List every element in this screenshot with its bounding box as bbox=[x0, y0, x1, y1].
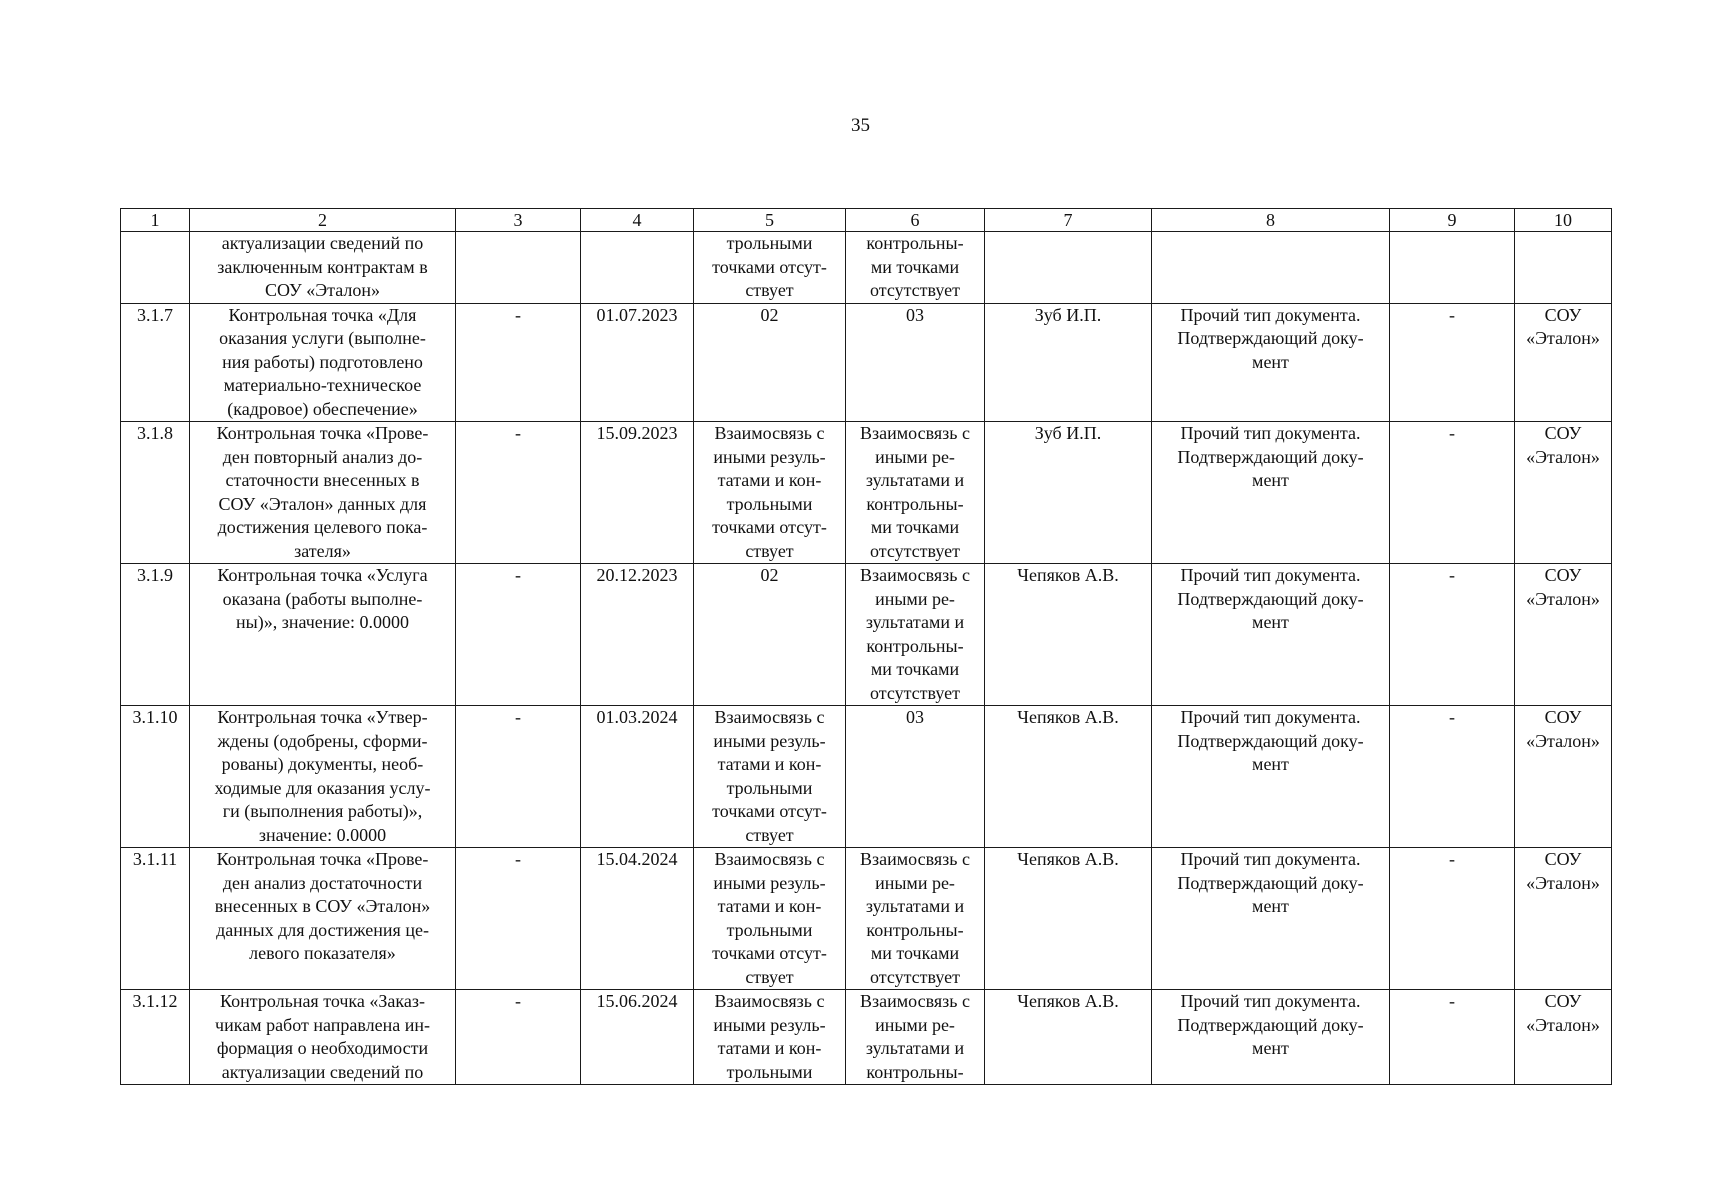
successor-cell: 03 bbox=[846, 303, 985, 422]
document-type-cell: Прочий тип документа. Подтверждающий доку- мент bbox=[1152, 990, 1390, 1085]
column-3-cell: - bbox=[456, 848, 581, 990]
table-row bbox=[121, 848, 1612, 990]
predecessor-cell: Взаимосвязь с иными резуль- татами и кон- трольными точками отсут- ствует bbox=[694, 422, 846, 564]
successor-cell: Взаимосвязь с иными ре- зультатами и контрольны- ми точками отсутствует bbox=[846, 848, 985, 990]
date-cell: 01.03.2024 bbox=[581, 706, 694, 848]
control-point-name-cell: Контрольная точка «Услуга оказана (работы выполне- ны)», значение: 0.0000 bbox=[190, 564, 456, 706]
responsible-person-cell bbox=[985, 232, 1152, 304]
table-row bbox=[121, 990, 1612, 1085]
predecessor-cell: 02 bbox=[694, 303, 846, 422]
successor-cell: 03 bbox=[846, 706, 985, 848]
date-cell: 15.09.2023 bbox=[581, 422, 694, 564]
column-number: 6 bbox=[846, 209, 985, 232]
document-type-cell: Прочий тип документа. Подтверждающий доку- мент bbox=[1152, 706, 1390, 848]
date-cell: 01.07.2023 bbox=[581, 303, 694, 422]
column-number: 10 bbox=[1515, 209, 1612, 232]
column-9-cell: - bbox=[1390, 706, 1515, 848]
column-9-cell bbox=[1390, 232, 1515, 304]
predecessor-cell: 02 bbox=[694, 564, 846, 706]
column-3-cell: - bbox=[456, 564, 581, 706]
control-points-table bbox=[120, 208, 1612, 1085]
column-number: 5 bbox=[694, 209, 846, 232]
document-type-cell: Прочий тип документа. Подтверждающий доку- мент bbox=[1152, 303, 1390, 422]
table-row bbox=[121, 303, 1612, 422]
control-point-name-cell: актуализации сведений по заключенным контрактам в СОУ «Эталон» bbox=[190, 232, 456, 304]
table-row bbox=[121, 232, 1612, 304]
information-system-cell: СОУ «Эталон» bbox=[1515, 564, 1612, 706]
information-system-cell: СОУ «Эталон» bbox=[1515, 706, 1612, 848]
table-row bbox=[121, 564, 1612, 706]
date-cell: 15.06.2024 bbox=[581, 990, 694, 1085]
column-number: 7 bbox=[985, 209, 1152, 232]
date-cell bbox=[581, 232, 694, 304]
information-system-cell: СОУ «Эталон» bbox=[1515, 422, 1612, 564]
row-number-cell: 3.1.11 bbox=[121, 848, 190, 990]
predecessor-cell: трольными точками отсут- ствует bbox=[694, 232, 846, 304]
column-3-cell: - bbox=[456, 990, 581, 1085]
table-body bbox=[121, 209, 1612, 1085]
date-cell: 15.04.2024 bbox=[581, 848, 694, 990]
document-type-cell: Прочий тип документа. Подтверждающий доку- мент bbox=[1152, 564, 1390, 706]
column-9-cell: - bbox=[1390, 990, 1515, 1085]
row-number-cell: 3.1.9 bbox=[121, 564, 190, 706]
column-3-cell bbox=[456, 232, 581, 304]
predecessor-cell: Взаимосвязь с иными резуль- татами и кон- трольными bbox=[694, 990, 846, 1085]
responsible-person-cell: Зуб И.П. bbox=[985, 422, 1152, 564]
predecessor-cell: Взаимосвязь с иными резуль- татами и кон- трольными точками отсут- ствует bbox=[694, 706, 846, 848]
document-type-cell bbox=[1152, 232, 1390, 304]
document-type-cell: Прочий тип документа. Подтверждающий доку- мент bbox=[1152, 848, 1390, 990]
column-number: 3 bbox=[456, 209, 581, 232]
row-number-cell: 3.1.10 bbox=[121, 706, 190, 848]
row-number-cell bbox=[121, 232, 190, 304]
column-number-row bbox=[121, 209, 1612, 232]
column-number: 1 bbox=[121, 209, 190, 232]
row-number-cell: 3.1.7 bbox=[121, 303, 190, 422]
row-number-cell: 3.1.8 bbox=[121, 422, 190, 564]
successor-cell: Взаимосвязь с иными ре- зультатами и контрольны- ми точками отсутствует bbox=[846, 564, 985, 706]
information-system-cell bbox=[1515, 232, 1612, 304]
information-system-cell: СОУ «Эталон» bbox=[1515, 990, 1612, 1085]
responsible-person-cell: Чепяков А.В. bbox=[985, 564, 1152, 706]
control-point-name-cell: Контрольная точка «Прове- ден анализ достаточности внесенных в СОУ «Эталон» данных для достижения це- левого показателя» bbox=[190, 848, 456, 990]
control-point-name-cell: Контрольная точка «Утвер- ждены (одобрены, сформи- рованы) документы, необ- ходимые для оказания услу- ги (выполнения работы)», значение: 0.0000 bbox=[190, 706, 456, 848]
control-point-name-cell: Контрольная точка «Заказ- чикам работ направлена ин- формация о необходимости актуализации сведений по bbox=[190, 990, 456, 1085]
column-9-cell: - bbox=[1390, 848, 1515, 990]
page-number: 35 bbox=[851, 115, 870, 136]
column-9-cell: - bbox=[1390, 564, 1515, 706]
responsible-person-cell: Чепяков А.В. bbox=[985, 706, 1152, 848]
control-point-name-cell: Контрольная точка «Прове- ден повторный анализ до- статочности внесенных в СОУ «Эталон» данных для достижения целевого пока- зателя» bbox=[190, 422, 456, 564]
column-number: 9 bbox=[1390, 209, 1515, 232]
column-number: 4 bbox=[581, 209, 694, 232]
column-number: 8 bbox=[1152, 209, 1390, 232]
successor-cell: Взаимосвязь с иными ре- зультатами и контрольны- ми точками отсутствует bbox=[846, 422, 985, 564]
column-3-cell: - bbox=[456, 303, 581, 422]
column-3-cell: - bbox=[456, 422, 581, 564]
date-cell: 20.12.2023 bbox=[581, 564, 694, 706]
control-point-name-cell: Контрольная точка «Для оказания услуги (выполне- ния работы) подготовлено материально-техническое (кадровое) обеспечение» bbox=[190, 303, 456, 422]
column-9-cell: - bbox=[1390, 303, 1515, 422]
successor-cell: контрольны- ми точками отсутствует bbox=[846, 232, 985, 304]
table-row bbox=[121, 706, 1612, 848]
row-number-cell: 3.1.12 bbox=[121, 990, 190, 1085]
table-row bbox=[121, 422, 1612, 564]
responsible-person-cell: Зуб И.П. bbox=[985, 303, 1152, 422]
responsible-person-cell: Чепяков А.В. bbox=[985, 848, 1152, 990]
column-number: 2 bbox=[190, 209, 456, 232]
column-3-cell: - bbox=[456, 706, 581, 848]
information-system-cell: СОУ «Эталон» bbox=[1515, 848, 1612, 990]
responsible-person-cell: Чепяков А.В. bbox=[985, 990, 1152, 1085]
successor-cell: Взаимосвязь с иными ре- зультатами и контрольны- bbox=[846, 990, 985, 1085]
information-system-cell: СОУ «Эталон» bbox=[1515, 303, 1612, 422]
column-9-cell: - bbox=[1390, 422, 1515, 564]
document-type-cell: Прочий тип документа. Подтверждающий доку- мент bbox=[1152, 422, 1390, 564]
predecessor-cell: Взаимосвязь с иными резуль- татами и кон- трольными точками отсут- ствует bbox=[694, 848, 846, 990]
